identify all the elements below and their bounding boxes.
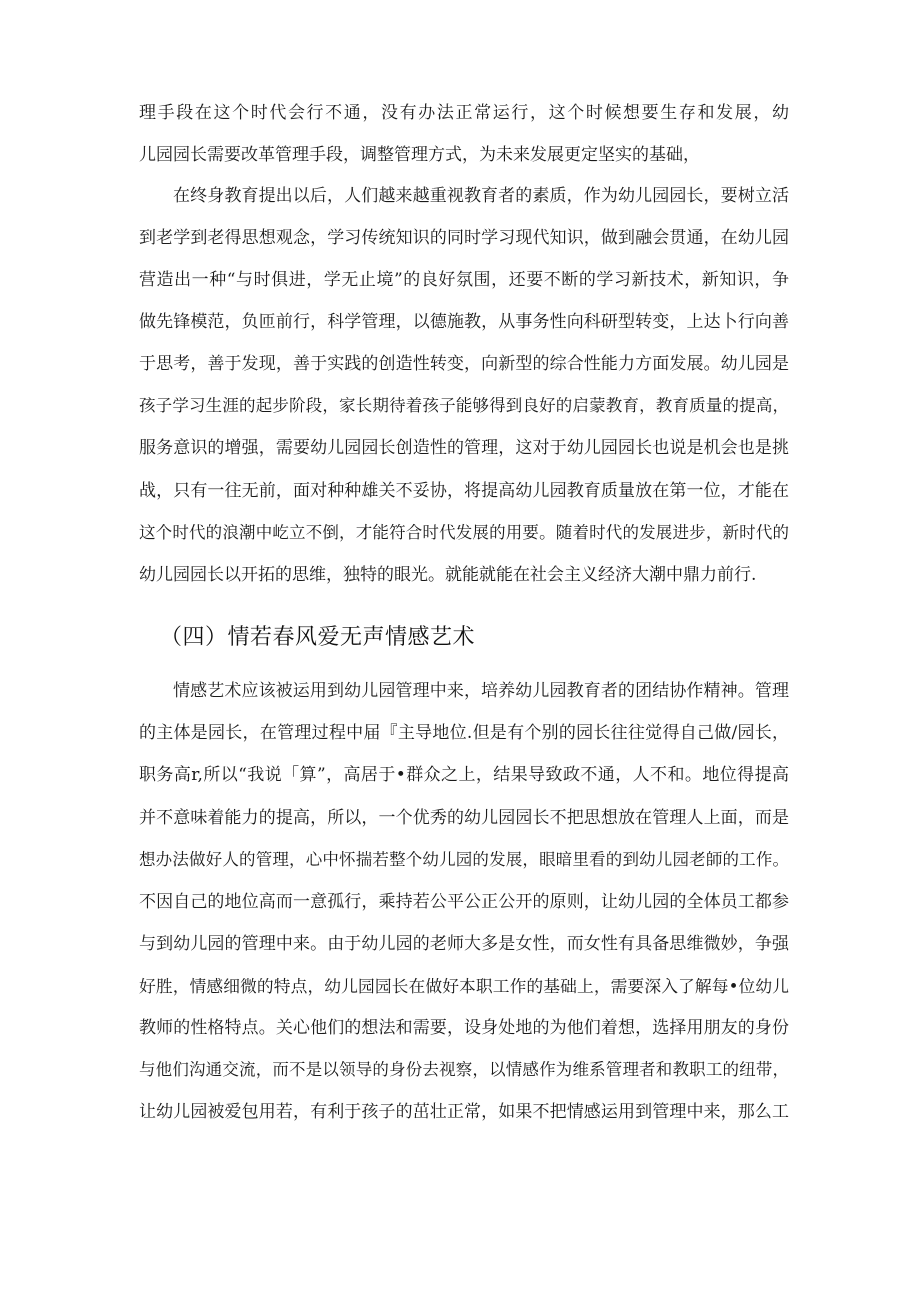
paragraph-2-line-4: 做先锋模范，负匝前行，科学管理，以德施教，从事务性向科研型转变，上达卜行向善 — [139, 312, 789, 332]
paragraph-3-line-6: 不因自己的地位高而一意孤行，乘持若公平公正公开的原则，让幼儿园的全体员工都参 — [139, 892, 789, 912]
paragraph-3-line-10: 与他们沟通交流，而不是以领导的身份去视察，以情感作为维系管理者和教职工的纽带， — [139, 1060, 789, 1079]
section-heading: （四）情若春风爱无声情感艺术 — [160, 625, 476, 650]
paragraph-2-line-10: 幼儿园园长以开拓的思维，独特的眼光。就能就能在社会主义经济大潮中鼎力前行. — [139, 565, 757, 585]
paragraph-1-line-2: 儿园园长需要改革管理手段，调整管理方式，为未来发展更定坚实的基础， — [139, 145, 700, 165]
paragraph-2-line-8: 战，只有一往无前，面对种种雄关不妥协，将提高幼儿园教育质量放在第一位，才能在 — [139, 481, 789, 501]
paragraph-3-line-3: 职务高r,所以“我说「算”，高居于•群众之上，结果导致政不通，人不和。地位得提高 — [139, 765, 789, 785]
paragraph-2-line-3: 营造出一种“与时俱进，学无止境”的良好氛围，还要不断的学习新技术，新知识，争 — [139, 270, 789, 290]
paragraph-3-line-7: 与到幼儿园的管理中来。由于幼儿园的老师大多是女性，而女性有具备思维微妙，争强 — [139, 934, 789, 954]
paragraph-3-line-9: 教师的性格特点。关心他们的想法和需要，设身处地的为他们着想，选择用朋友的身份 — [139, 1018, 789, 1038]
paragraph-2-line-2: 到老学到老得思想观念，学习传统知识的同时学习现代知识，做到融会贯通，在幼儿园 — [139, 228, 789, 248]
paragraph-3-line-11: 让幼儿园被爱包用若，有利于孩子的茁壮正常，如果不把情感运用到管理中来，那么工 — [139, 1102, 789, 1122]
paragraph-2-line-7: 服务意识的增强，需要幼儿园园长创造性的管理，这对于幼儿园园长也说是机会也是挑 — [139, 438, 789, 458]
paragraph-1-line-1: 理手段在这个时代会行不通，没有办法正常运行，这个时候想要生存和发展，幼 — [139, 103, 789, 123]
paragraph-3-line-2: 的主体是园长，在管理过程中届『主导地位.但是有个别的园长往往觉得自己做/园长， — [139, 723, 789, 743]
paragraph-2-line-9: 这个时代的浪潮中屹立不倒，才能符合时代发展的用要。随着时代的发展进步，新时代的 — [139, 523, 789, 542]
paragraph-3-line-8: 好胜，情感细微的特点，幼儿园园长在做好本职工作的基础上，需要深入了解每•位幼儿 — [139, 976, 789, 996]
paragraph-2-line-6: 孩子学习生涯的起步阶段，家长期待着孩子能够得到良好的启蒙教育，教育质量的提高， — [139, 396, 789, 415]
paragraph-2-line-1: 在终身教育提出以后，人们越来越重视教育者的素质，作为幼儿园园长，要树立活 — [173, 186, 789, 206]
paragraph-3-line-1: 情感艺术应该被运用到幼儿园管理中来，培养幼儿园教育者的团结协作精神。管理 — [173, 681, 789, 701]
paragraph-3-line-4: 并不意味着能力的提高，所以，一个优秀的幼儿园园长不把思想放在管理人上面，而是 — [139, 808, 789, 828]
paragraph-2-line-5: 于思考，善于发现，善于实践的创造性转变，向新型的综合性能力方面发展。幼儿园是 — [139, 354, 789, 374]
paragraph-3-line-5: 想办法做好人的管理，心中怀揣若整个幼儿园的发展，眼暗里看的到幼儿园老師的工作。 — [139, 850, 789, 869]
